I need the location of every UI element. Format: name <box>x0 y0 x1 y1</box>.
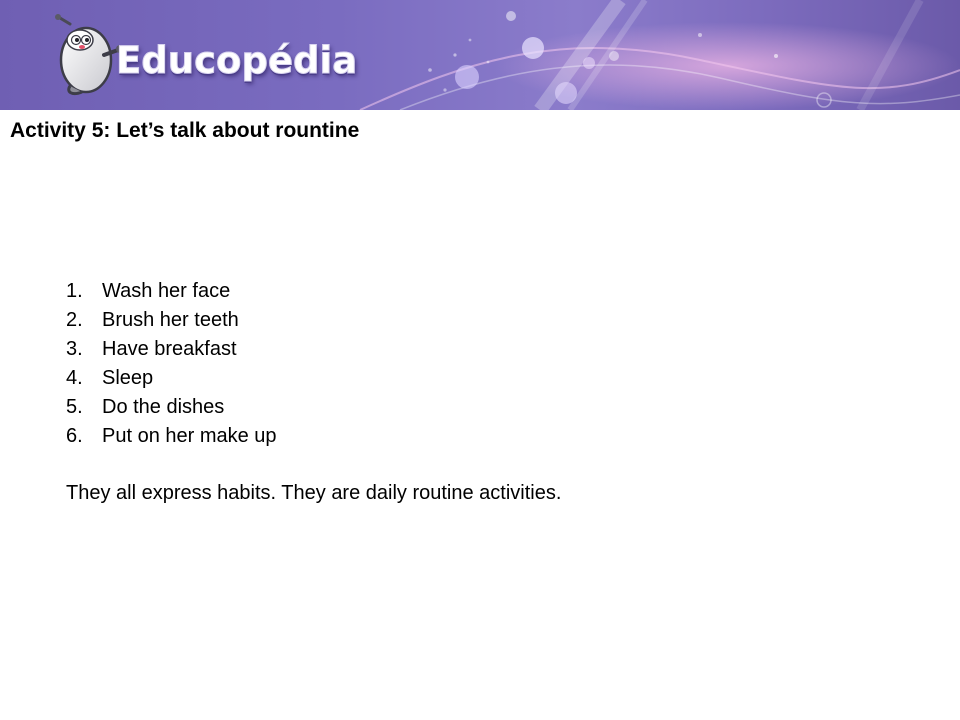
list-item <box>66 393 277 422</box>
list-item-text: Wash her face <box>102 280 231 302</box>
logo-wordmark: Educopédia <box>116 39 358 82</box>
list-item-number: 1. <box>66 280 83 302</box>
list-item <box>66 277 277 306</box>
mascot-icon <box>55 14 124 94</box>
page-title: Activity 5: Let’s talk about rountine <box>10 119 360 142</box>
routine-list <box>66 277 277 451</box>
list-item-text: Brush her teeth <box>102 309 239 331</box>
list-item <box>66 364 277 393</box>
list-item-text: Put on her make up <box>102 425 277 447</box>
summary-text: They all express habits. They are daily routine activities. <box>66 482 562 504</box>
list-item <box>66 306 277 335</box>
list-item-number: 6. <box>66 425 83 447</box>
list-item-number: 2. <box>66 309 83 331</box>
list-item <box>66 422 277 451</box>
list-item-number: 4. <box>66 367 83 389</box>
header-banner <box>0 0 960 110</box>
list-item-text: Sleep <box>102 367 154 389</box>
list-item-text: Have breakfast <box>102 338 237 360</box>
list-item-text: Do the dishes <box>102 396 225 418</box>
list-item-number: 3. <box>66 338 83 360</box>
list-item-number: 5. <box>66 396 83 418</box>
list-item <box>66 335 277 364</box>
